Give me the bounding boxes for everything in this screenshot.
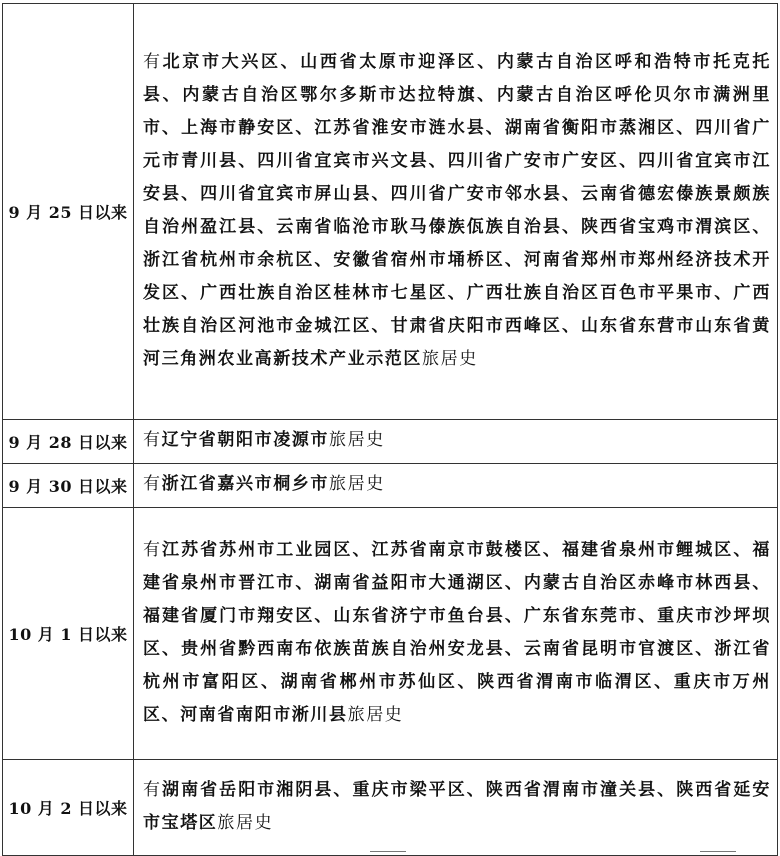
suffix-text: 旅居史: [422, 348, 478, 369]
table-row: [3, 4, 778, 420]
suffix-text: 旅居史: [329, 430, 385, 450]
places-list: 江苏省苏州市工业园区、江苏省南京市鼓楼区、福建省泉州市鲤城区、福建省泉州市晋江市、湖南省益阳市大通湖区、内蒙古自治区赤峰市林西县、福建省厦门市翔安区、山东省济宁市鱼台县、广东省东莞市、重庆市沙坪坝区、贵州省黔西南布依族苗族自治州安龙县、云南省昆明市官渡区、浙江省杭州市富阳区、湖南省郴州市苏仙区、陕西省渭南市临渭区、重庆市万州区、河南省南阳市淅川县: [143, 539, 771, 725]
prefix-text: 有: [143, 430, 162, 450]
prefix-text: 有: [143, 539, 163, 560]
date-cell: 9 月 30 日以来: [3, 464, 134, 508]
travel-history-table: [2, 3, 778, 856]
suffix-text: 旅居史: [217, 812, 274, 833]
divider: [370, 851, 406, 852]
table-row: [3, 760, 778, 856]
places-cell: [134, 420, 778, 464]
divider: [700, 851, 736, 852]
places-cell: [134, 760, 778, 856]
places-cell: [134, 464, 778, 508]
date-cell: 10 月 2 日以来: [3, 760, 134, 856]
places-list: 湖南省岳阳市湘阴县、重庆市梁平区、陕西省渭南市潼关县、陕西省延安市宝塔区: [143, 779, 771, 833]
prefix-text: 有: [143, 779, 163, 800]
bottom-edge-marks: [0, 849, 780, 855]
prefix-text: 有: [143, 474, 162, 494]
places-cell: [134, 4, 778, 420]
places-list: 浙江省嘉兴市桐乡市: [161, 474, 330, 494]
table-row: [3, 420, 778, 464]
date-cell: 10 月 1 日以来: [3, 508, 134, 760]
date-cell: 9 月 28 日以来: [3, 420, 134, 464]
places-list: 北京市大兴区、山西省太原市迎泽区、内蒙古自治区呼和浩特市托克托县、内蒙古自治区鄂尔多斯市达拉特旗、内蒙古自治区呼伦贝尔市满洲里市、上海市静安区、江苏省淮安市涟水县、湖南省衡阳市蒸湘区、四川省广元市青川县、四川省宜宾市兴文县、四川省广安市广安区、四川省宜宾市江安县、四川省宜宾市屏山县、四川省广安市邻水县、云南省德宏傣族景颇族自治州盈江县、云南省临沧市耿马傣族佤族自治县、陕西省宝鸡市渭滨区、浙江省杭州市余杭区、安徽省宿州市埇桥区、河南省郑州市郑州经济技术开发区、广西壮族自治区桂林市七星区、广西壮族自治区百色市平果市、广西壮族自治区河池市金城江区、甘肃省庆阳市西峰区、山东省东营市山东省黄河三角洲农业高新技术产业示范区: [143, 51, 771, 369]
places-cell: [134, 508, 778, 760]
places-list: 辽宁省朝阳市凌源市: [161, 430, 330, 450]
suffix-text: 旅居史: [329, 474, 385, 494]
date-cell: 9 月 25 日以来: [3, 4, 134, 420]
table-row: [3, 508, 778, 760]
suffix-text: 旅居史: [347, 704, 404, 725]
table-row: [3, 464, 778, 508]
prefix-text: 有: [143, 51, 163, 72]
